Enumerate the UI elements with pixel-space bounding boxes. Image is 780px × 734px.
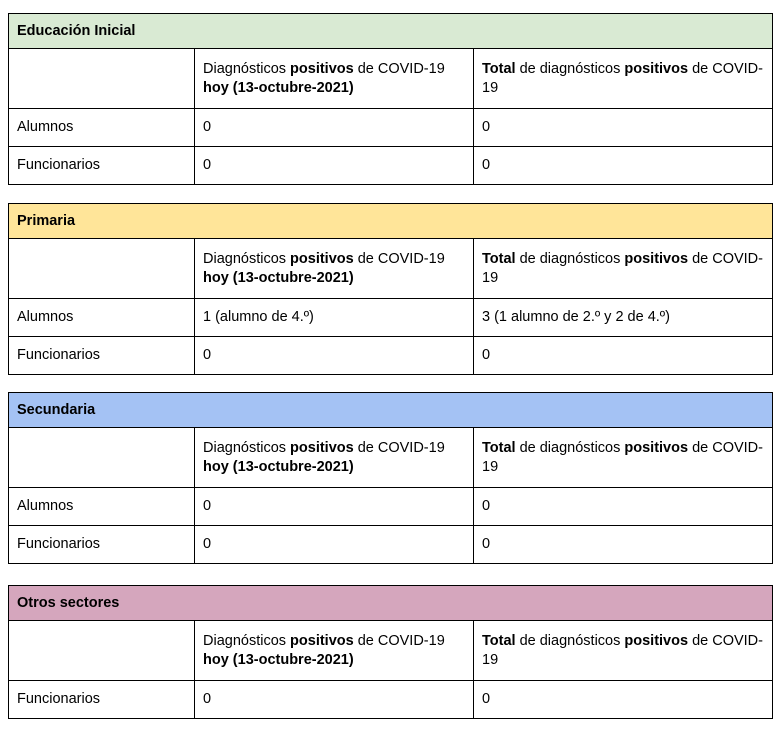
section-title: Otros sectores [9,586,195,621]
row-label: Alumnos [9,109,195,147]
table-primaria [8,203,773,375]
cell-total: 3 (1 alumno de 2.º y 2 de 4.º) [474,299,773,337]
col-header-total: Total de diagnósticos positivos de COVID-19 [474,239,773,299]
row-label: Alumnos [9,488,195,526]
section-title: Educación Inicial [9,14,195,49]
cell-total: 0 [474,681,773,719]
empty-header-cell [9,621,195,681]
cell-today: 0 [195,526,474,564]
col-header-total: Total de diagnósticos positivos de COVID-19 [474,621,773,681]
table-row [9,526,773,564]
cell-total: 0 [474,109,773,147]
col-header-total: Total de diagnósticos positivos de COVID-19 [474,428,773,488]
row-label: Funcionarios [9,681,195,719]
table-row [9,681,773,719]
table-row [9,147,773,185]
section-title-fill [195,393,773,428]
table-row [9,337,773,375]
cell-today: 0 [195,147,474,185]
section-title-fill [195,586,773,621]
cell-total: 0 [474,526,773,564]
col-header-today: Diagnósticos positivos de COVID-19 hoy (13-octubre-2021) [195,428,474,488]
section-title-fill [195,14,773,49]
empty-header-cell [9,428,195,488]
cell-total: 0 [474,147,773,185]
section-title: Primaria [9,204,195,239]
row-label: Funcionarios [9,147,195,185]
cell-today: 1 (alumno de 4.º) [195,299,474,337]
table-row [9,299,773,337]
table-educacion-inicial [8,13,773,185]
col-header-today: Diagnósticos positivos de COVID-19 hoy (13-octubre-2021) [195,239,474,299]
row-label: Funcionarios [9,337,195,375]
cell-today: 0 [195,109,474,147]
table-otros-sectores [8,585,773,719]
empty-header-cell [9,239,195,299]
row-label: Alumnos [9,299,195,337]
empty-header-cell [9,49,195,109]
row-label: Funcionarios [9,526,195,564]
section-title-fill [195,204,773,239]
col-header-today: Diagnósticos positivos de COVID-19 hoy (13-octubre-2021) [195,621,474,681]
cell-today: 0 [195,488,474,526]
col-header-total: Total de diagnósticos positivos de COVID-19 [474,49,773,109]
cell-total: 0 [474,337,773,375]
cell-today: 0 [195,681,474,719]
cell-today: 0 [195,337,474,375]
cell-total: 0 [474,488,773,526]
col-header-today: Diagnósticos positivos de COVID-19 hoy (13-octubre-2021) [195,49,474,109]
section-title: Secundaria [9,393,195,428]
table-secundaria [8,392,773,564]
table-row [9,109,773,147]
table-row [9,488,773,526]
